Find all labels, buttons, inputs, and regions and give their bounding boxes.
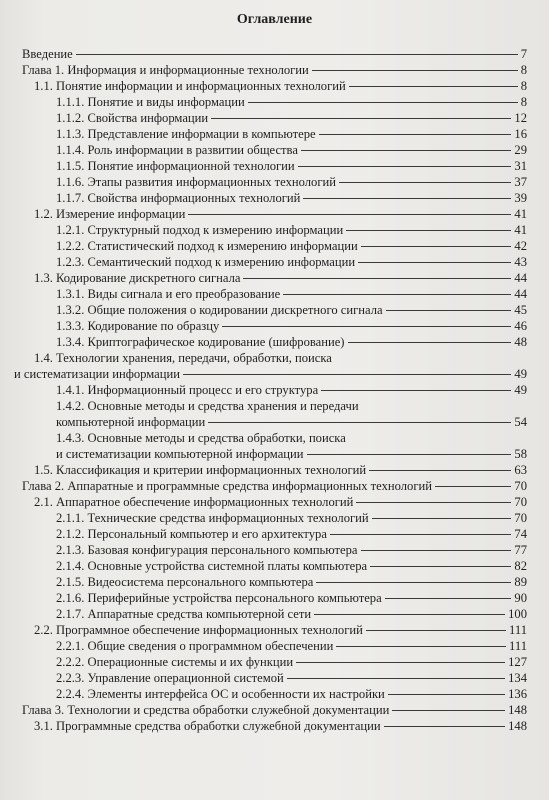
dot-leader [321,390,511,391]
page-number: 100 [508,607,527,621]
dot-leader [372,518,512,519]
page-number: 111 [509,623,527,637]
toc-entry-text: 2.1.5. Видеосистема персонального компьютера [56,575,314,589]
page-number: 63 [514,463,527,477]
toc-entry-text: 1.1. Понятие информации и информационных технологий [34,79,346,93]
toc-entry-text: 2.1.6. Периферийные устройства персонального компьютера [56,591,382,605]
toc-entry-text: 2.2.1. Общие сведения о программном обеспечении [56,639,334,653]
page-number: 70 [514,511,527,525]
toc-entry-text: 2.1.3. Базовая конфигурация персонального компьютера [56,543,358,557]
toc-entry-text: 1.1.1. Понятие и виды информации [56,95,245,109]
toc-entry-text: 1.3. Кодирование дискретного сигнала [34,271,241,285]
toc-entry-text: 1.4.1. Информационный процесс и его структура [56,383,319,397]
dot-leader [386,310,512,311]
dot-leader [243,278,511,279]
dot-leader [208,422,511,423]
toc-entry-text: 1.2.3. Семантический подход к измерению информации [56,255,356,269]
page-number: 49 [514,383,527,397]
page-number: 70 [514,495,527,509]
page-number: 111 [509,639,527,653]
page-number: 41 [514,223,527,237]
toc-entry-text: 1.4.2. Основные методы и средства хранения и передачи [56,399,359,413]
dot-leader [307,454,512,455]
toc-entry-text: 1.4. Технологии хранения, передачи, обработки, поиска [34,351,332,365]
toc-entry-text: 2.1.2. Персональный компьютер и его архитектура [56,527,327,541]
page-number: 8 [520,63,527,77]
toc-entry-text: 1.5. Классификация и критерии информационных технологий [34,463,367,477]
page-number: 46 [514,319,527,333]
dot-leader [384,726,505,727]
toc-entry-text: 1.1.2. Свойства информации [56,111,209,125]
page-number: 58 [514,447,527,461]
page-number: 29 [514,143,527,157]
dot-leader [283,294,511,295]
toc-entry-text: Глава 2. Аппаратные и программные средства информационных технологий [22,479,432,493]
toc-entry-text: 2.2. Программное обеспечение информационных технологий [34,623,363,637]
toc-entry-text-continued: компьютерной информации [56,415,206,429]
toc-entry-text: 3.1. Программные средства обработки служебной документации [34,719,381,733]
dot-leader [361,550,512,551]
dot-leader [222,326,511,327]
toc-entry-text: 2.2.4. Элементы интерфейса ОС и особенности их настройки [56,687,385,701]
page-number: 7 [520,47,527,61]
page-number: 43 [514,255,527,269]
dot-leader [303,198,511,199]
toc-entry-text: 1.4.3. Основные методы и средства обработки, поиска [56,431,346,445]
toc-entry-text: 1.3.4. Криптографическое кодирование (шифрование) [56,335,345,349]
dot-leader [358,262,511,263]
page-number: 77 [514,543,527,557]
page-number: 8 [520,95,527,109]
page-number: 12 [514,111,527,125]
page-number: 48 [514,335,527,349]
page-number: 136 [508,687,527,701]
dot-leader [388,694,505,695]
toc-entry-text: 1.2.1. Структурный подход к измерению информации [56,223,344,237]
toc-entry-text: 2.1. Аппаратное обеспечение информационных технологий [34,495,354,509]
toc-entry-text: 1.1.7. Свойства информационных технологий [56,191,301,205]
page-number: 127 [508,655,527,669]
dot-leader [385,598,512,599]
dot-leader [301,150,511,151]
dot-leader [314,614,505,615]
dot-leader [298,166,512,167]
dot-leader [319,134,512,135]
dot-leader [339,182,511,183]
toc-entry-text: Глава 3. Технологии и средства обработки служебной документации [22,703,390,717]
page-title: Оглавление [236,12,313,27]
page-number: 8 [520,79,527,93]
toc-entry-text: 1.2.2. Статистический подход к измерению информации [56,239,358,253]
dot-leader [296,662,505,663]
page-number: 16 [514,127,527,141]
dot-leader [348,342,512,343]
toc-entry-text: 1.2. Измерение информации [34,207,186,221]
page-number: 134 [508,671,527,685]
toc-entry-text: 2.2.2. Операционные системы и их функции [56,655,294,669]
toc-entry-text: 1.1.3. Представление информации в компьютере [56,127,316,141]
page-number: 31 [514,159,527,173]
page-number: 44 [514,287,527,301]
toc-entry-text: 1.1.4. Роль информации в развитии общества [56,143,298,157]
page-number: 70 [514,479,527,493]
page-number: 74 [514,527,527,541]
page-number: 41 [514,207,527,221]
toc-entry-text: Введение [22,47,73,61]
dot-leader [211,118,511,119]
page-number: 45 [514,303,527,317]
toc-entry-text: 1.3.1. Виды сигнала и его преобразование [56,287,281,301]
toc-entry-text-continued: и систематизации информации [14,367,180,381]
page-number: 148 [508,703,527,717]
dot-leader [287,678,505,679]
dot-leader [188,214,511,215]
page-number: 90 [514,591,527,605]
dot-leader [369,470,511,471]
dot-leader [316,582,511,583]
dot-leader [336,646,506,647]
page-number: 82 [514,559,527,573]
page-number: 49 [514,367,527,381]
dot-leader [356,502,511,503]
page-number: 37 [514,175,527,189]
dot-leader [346,230,511,231]
dot-leader [76,54,518,55]
toc-entry-text: 2.1.1. Технические средства информационных технологий [56,511,369,525]
dot-leader [183,374,511,375]
page-number: 89 [514,575,527,589]
dot-leader [366,630,506,631]
dot-leader [435,486,511,487]
toc-entry-text: Глава 1. Информация и информационные технологии [22,63,309,77]
page-number: 54 [514,415,527,429]
page-number: 42 [514,239,527,253]
toc-entry-text: 1.3.2. Общие положения о кодировании дискретного сигнала [56,303,383,317]
page-number: 44 [514,271,527,285]
dot-leader [361,246,512,247]
dot-leader [349,86,518,87]
dot-leader [370,566,511,567]
dot-leader [330,534,511,535]
toc-entry-text: 1.1.5. Понятие информационной технологии [56,159,295,173]
dot-leader [312,70,518,71]
toc-entry-text: 1.1.6. Этапы развития информационных технологий [56,175,336,189]
toc-entry-text: 2.1.4. Основные устройства системной платы компьютера [56,559,368,573]
toc-entry-text: 2.2.3. Управление операционной системой [56,671,284,685]
dot-leader [392,710,505,711]
page-number: 148 [508,719,527,733]
page-number: 39 [514,191,527,205]
toc-entry-text-continued: и систематизации компьютерной информации [56,447,304,461]
dot-leader [248,102,518,103]
toc-entry-text: 1.3.3. Кодирование по образцу [56,319,220,333]
toc-entry-text: 2.1.7. Аппаратные средства компьютерной сети [56,607,312,621]
